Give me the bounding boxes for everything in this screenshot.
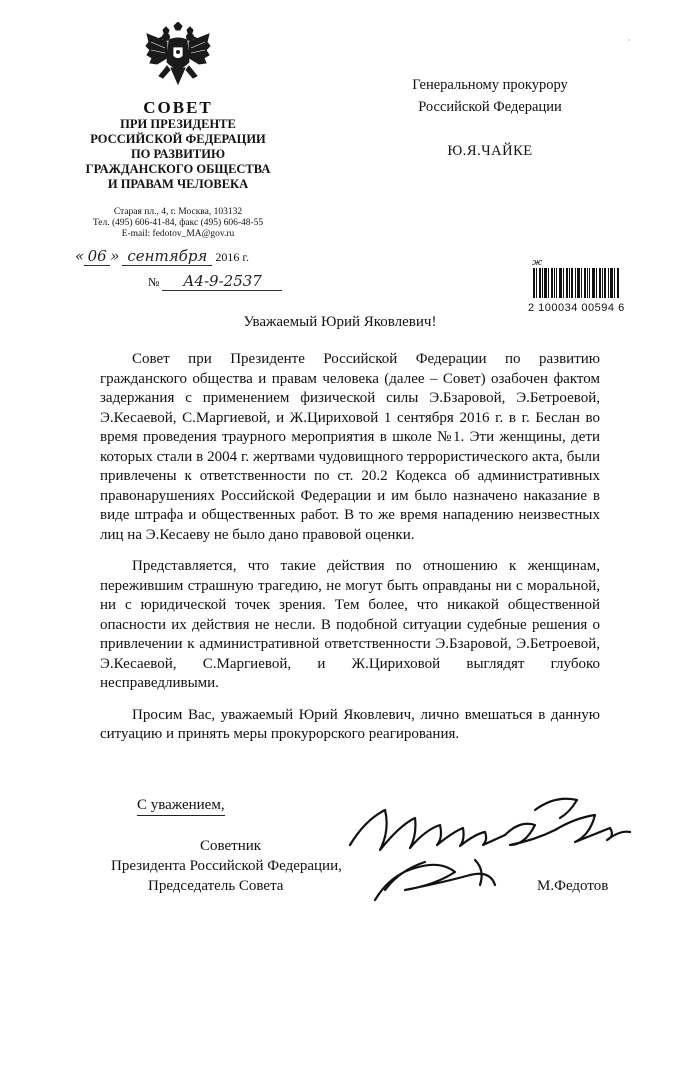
org-phones: Тел. (495) 606-41-84, факс (495) 606-48-55 — [92, 218, 264, 228]
number-value: А4-9-2537 — [162, 272, 282, 291]
organization-name: СОВЕТ — [143, 98, 213, 117]
number-label: № — [148, 275, 160, 289]
date-close-quote: » — [110, 247, 120, 265]
barcode-number: 2 100034 00594 6 — [528, 302, 625, 314]
barcode-icon — [533, 268, 619, 298]
addressee-name: Ю.Я.ЧАЙКЕ — [447, 143, 533, 159]
date-day: 06 — [84, 247, 110, 266]
letter-number — [148, 272, 308, 296]
handwritten-signature — [345, 790, 635, 905]
signer-position-line: Советник — [200, 838, 262, 854]
letter-body — [100, 350, 600, 757]
letter-date — [75, 247, 315, 271]
signer-name: М.Федотов — [537, 878, 609, 894]
addressee-country: Российской Федерации — [418, 99, 562, 115]
organization-subtitle-line: ПРИ ПРЕЗИДЕНТЕ — [120, 117, 236, 131]
salutation: Уважаемый Юрий Яковлевич! — [243, 314, 437, 330]
date-open-quote: « — [75, 247, 85, 265]
corner-mark: · — [628, 36, 631, 45]
organization-subtitle — [68, 117, 288, 192]
body-paragraph: Совет при Президенте Российской Федерации по развитию гражданского общества и правам человека (далее – Совет) озабочен фактом задержания с применением физической силы Э.Бзаровой, Э.Бетроевой, Э.Кесаевой, С.Маргиевой, и Ж.Цириховой 1 сентября 2016 г. в г. Беслан во время проведения траурного мероприятия в школе №1. Эти женщины, дети которых стали в 2004 г. жертвами чудовищного террористического акта, были привлечены к ответственности по ст. 20.2 Кодекса об административных правонарушениях Российской Федерации и им было назначено наказание в виде штрафа и общественных работ. В то же время нападению неизвестных лиц на Э.Кесаеву не было дано правовой оценки. — [100, 351, 600, 543]
body-paragraph: Просим Вас, уважаемый Юрий Яковлевич, лично вмешаться в данную ситуацию и принять меры прокурорского реагирования. — [100, 706, 600, 742]
date-month: сентября — [122, 247, 212, 266]
closing-regards: С уважением, — [137, 797, 225, 816]
body-paragraph: Представляется, что такие действия по отношению к женщинам, пережившим страшную трагедию, не могут быть оправданы ни с моральной, ни с юридической точек зрения. Тем более, что никакой общественной опасности их действия не несли. В подобной ситуации судебные решения о привлечении к административной ответственности Э.Бзаровой, Э.Бетроевой, Э.Кесаевой, С.Маргиевой, и Ж.Цириховой выглядят глубоко несправедливыми. — [100, 558, 600, 691]
organization-subtitle-line: И ПРАВАМ ЧЕЛОВЕКА — [107, 177, 249, 191]
date-year: 2016 — [215, 250, 240, 264]
date-year-suffix: г. — [242, 250, 249, 264]
addressee-title: Генеральному прокурору — [412, 77, 568, 93]
signer-position-line: Президента Российской Федерации, — [111, 858, 342, 874]
org-address: Старая пл., 4, г. Москва, 103132 — [113, 207, 243, 217]
organization-subtitle-line: ПО РАЗВИТИЮ — [130, 147, 226, 161]
organization-subtitle-line: ГРАЖДАНСКОГО ОБЩЕСТВА — [85, 162, 271, 176]
organization-subtitle-line: РОССИЙСКОЙ ФЕДЕРАЦИИ — [90, 132, 266, 146]
double-headed-eagle-icon — [143, 22, 213, 94]
signer-position-line: Председатель Совета — [148, 878, 284, 894]
barcode-handwritten-mark: ж — [532, 258, 543, 268]
org-email: E-mail: fedotov_MA@gov.ru — [121, 229, 235, 239]
